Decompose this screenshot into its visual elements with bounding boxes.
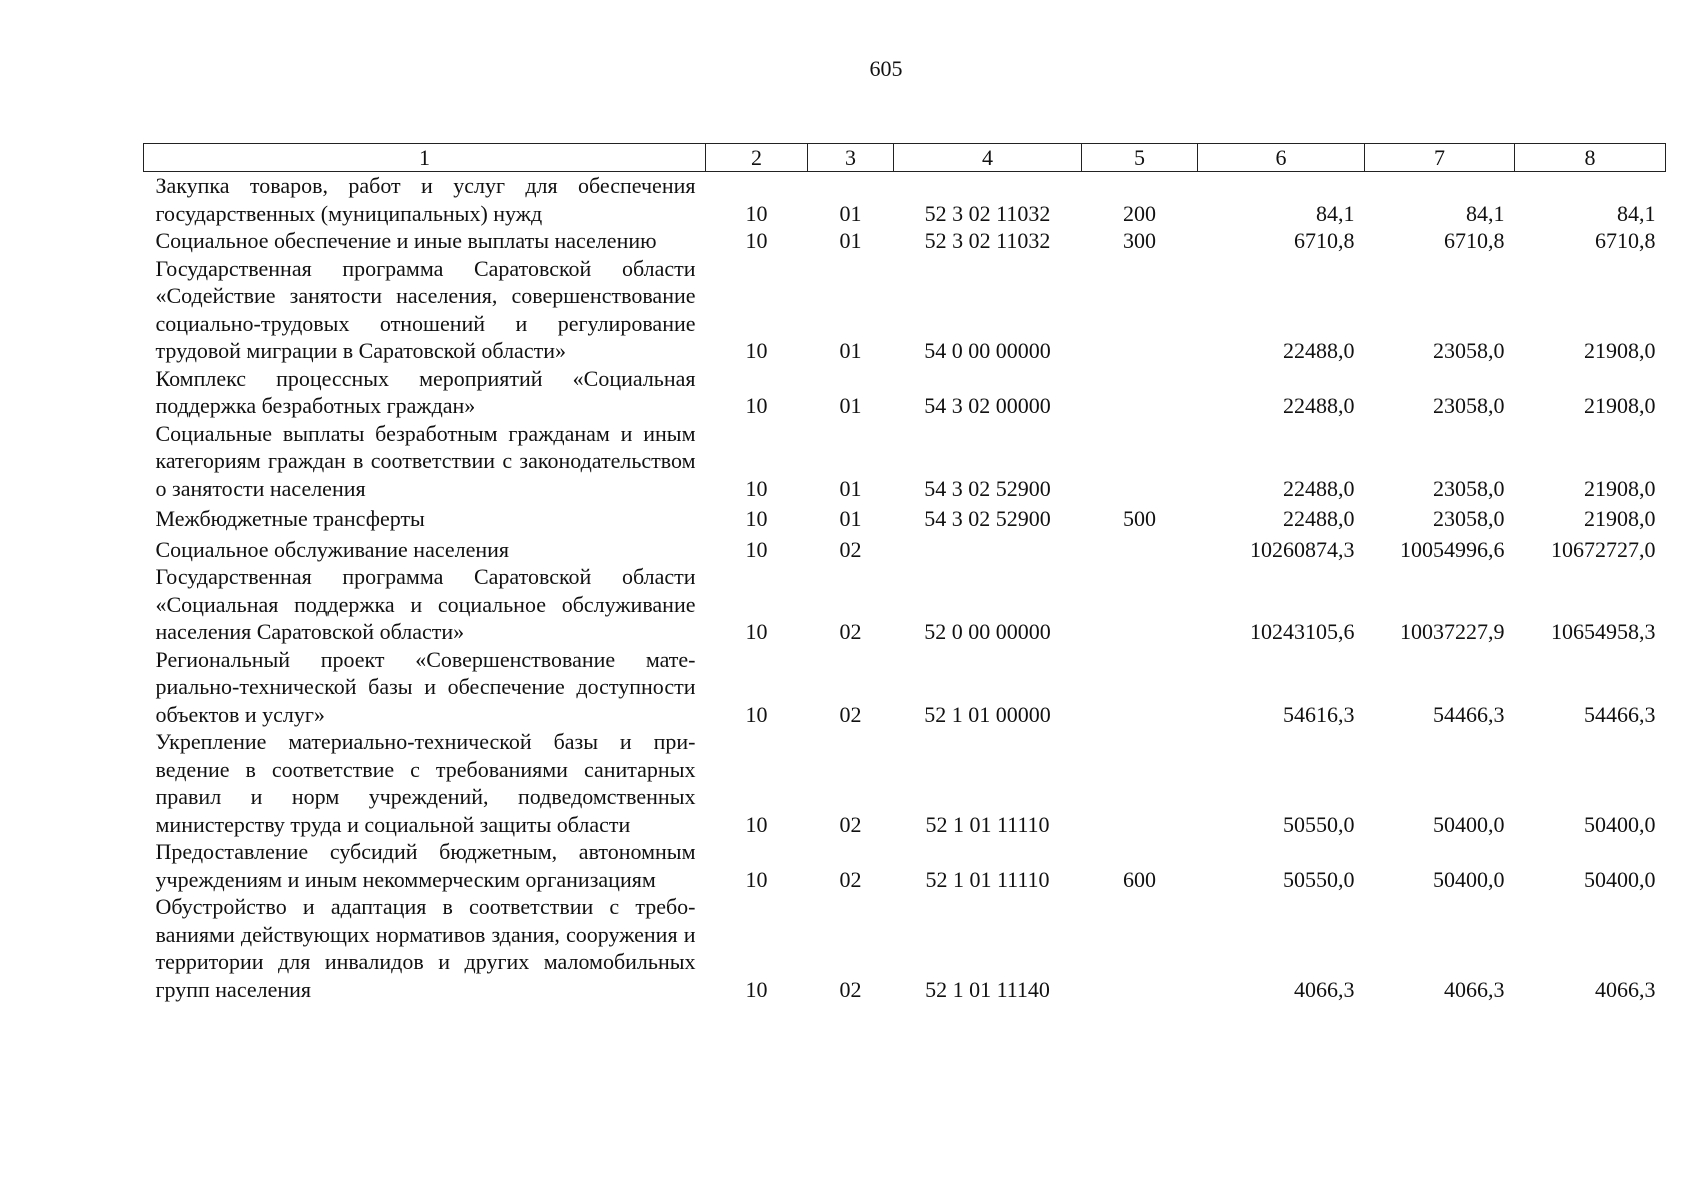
row-value-year1: 84,1 xyxy=(1316,200,1355,226)
row-value-year1: 22488,0 xyxy=(1283,393,1355,418)
budget-table xyxy=(143,143,1666,1003)
row-subsection: 01 xyxy=(839,228,862,253)
row-expense-type: 200 xyxy=(1123,200,1156,226)
row-value-year2: 4066,3 xyxy=(1444,976,1505,1002)
row-value-year2: 10054996,6 xyxy=(1400,536,1505,562)
row-section: 10 xyxy=(745,228,768,253)
row-value-year2: 50400,0 xyxy=(1433,811,1505,837)
row-value-year2: 23058,0 xyxy=(1433,506,1505,531)
row-value-year3: 10654958,3 xyxy=(1551,619,1656,644)
row-name: Обустройство и адаптация в соответствии с требованиями действующих нормативов здания, сооружения и территории для инвалидов и других маломобильных групп населения xyxy=(155,894,696,1002)
row-value-year1: 50550,0 xyxy=(1283,811,1355,837)
row-value-year2: 23058,0 xyxy=(1433,475,1505,501)
table-row xyxy=(144,172,1666,228)
table-row xyxy=(144,365,1666,420)
row-expense-type xyxy=(1082,533,1198,564)
row-value-year2: 23058,0 xyxy=(1433,393,1505,418)
row-name: Закупка товаров, работ и услуг для обеспечения государственных (муниципальных) нужд xyxy=(155,173,696,226)
table-header-row xyxy=(144,144,1666,172)
row-section: 10 xyxy=(745,393,768,418)
row-value-year3: 4066,3 xyxy=(1595,976,1656,1002)
row-subsection: 02 xyxy=(839,619,862,644)
row-section: 10 xyxy=(745,701,768,727)
row-expense-type xyxy=(1082,893,1198,1003)
row-value-year1: 22488,0 xyxy=(1283,338,1355,363)
row-section: 10 xyxy=(745,338,768,363)
column-header-2: 2 xyxy=(706,144,808,172)
row-name: Комплекс процессных мероприятий «Социальная поддержка безработных граждан» xyxy=(155,365,696,418)
row-subsection: 01 xyxy=(839,393,862,418)
row-name: Государственная программа Саратовской области «Содействие занятости населения, совершенствование социально-трудовых отношений и регулирование трудовой миграции в Саратовской области» xyxy=(155,255,696,363)
row-value-year2: 54466,3 xyxy=(1433,701,1505,727)
row-expense-type xyxy=(1082,563,1198,646)
row-value-year3: 84,1 xyxy=(1617,200,1656,226)
table-row xyxy=(144,420,1666,503)
row-section: 10 xyxy=(745,619,768,644)
row-value-year1: 6710,8 xyxy=(1294,228,1355,253)
row-subsection: 01 xyxy=(839,338,862,363)
row-subsection: 02 xyxy=(839,536,862,562)
row-value-year3: 50400,0 xyxy=(1584,811,1656,837)
row-subsection: 01 xyxy=(839,475,862,501)
column-header-4: 4 xyxy=(894,144,1082,172)
row-section: 10 xyxy=(745,811,768,837)
row-expense-type xyxy=(1082,365,1198,420)
row-name: Межбюджетные трансферты xyxy=(155,506,425,531)
row-value-year3: 6710,8 xyxy=(1595,228,1656,253)
row-subsection: 02 xyxy=(839,701,862,727)
row-target-code: 52 0 00 00000 xyxy=(924,619,1051,644)
row-value-year1: 4066,3 xyxy=(1294,976,1355,1002)
row-name: Региональный проект «Совершенствование материально-технической базы и обеспечение доступности объектов и услуг» xyxy=(155,646,696,727)
row-value-year3: 21908,0 xyxy=(1584,393,1656,418)
row-value-year1: 54616,3 xyxy=(1283,701,1355,727)
row-value-year3: 21908,0 xyxy=(1584,506,1656,531)
row-section: 10 xyxy=(745,200,768,226)
row-expense-type: 600 xyxy=(1123,866,1156,892)
row-target-code: 52 1 01 11140 xyxy=(925,976,1050,1002)
table-row xyxy=(144,838,1666,893)
row-target-code: 52 3 02 11032 xyxy=(924,228,1051,253)
row-value-year1: 22488,0 xyxy=(1283,506,1355,531)
row-target-code xyxy=(894,533,1082,564)
row-name: Укрепление материально-технической базы и приведение в соответствие с требованиями санитарных правил и норм учреждений, подведомственных министерству труда и социальной защиты области xyxy=(155,729,696,837)
row-expense-type xyxy=(1082,646,1198,729)
table-row xyxy=(144,646,1666,729)
row-value-year3: 21908,0 xyxy=(1584,338,1656,363)
row-name: Предоставление субсидий бюджетным, автономным учреждениям и иным некоммерческим организациям xyxy=(155,839,696,892)
column-header-5: 5 xyxy=(1082,144,1198,172)
row-target-code: 52 1 01 00000 xyxy=(924,701,1051,727)
row-subsection: 02 xyxy=(839,866,862,892)
row-expense-type xyxy=(1082,420,1198,503)
row-subsection: 02 xyxy=(839,811,862,837)
table-row xyxy=(144,227,1666,255)
column-header-3: 3 xyxy=(808,144,894,172)
row-section: 10 xyxy=(745,536,768,562)
row-name: Социальное обслуживание населения xyxy=(155,536,510,562)
row-name: Государственная программа Саратовской области «Социальная поддержка и социальное обслуживание населения Саратовской области» xyxy=(155,564,696,644)
table-row xyxy=(144,728,1666,838)
row-value-year3: 10672727,0 xyxy=(1551,536,1656,562)
page-number: 605 xyxy=(869,56,903,81)
row-value-year3: 54466,3 xyxy=(1584,701,1656,727)
row-value-year1: 10260874,3 xyxy=(1250,536,1355,562)
row-expense-type xyxy=(1082,255,1198,365)
row-value-year1: 22488,0 xyxy=(1283,475,1355,501)
row-section: 10 xyxy=(745,506,768,531)
row-target-code: 54 3 02 00000 xyxy=(924,393,1051,418)
table-row xyxy=(144,502,1666,533)
row-value-year2: 10037227,9 xyxy=(1400,619,1505,644)
column-header-6: 6 xyxy=(1198,144,1365,172)
row-section: 10 xyxy=(745,475,768,501)
row-value-year2: 23058,0 xyxy=(1433,338,1505,363)
row-section: 10 xyxy=(745,976,768,1002)
row-value-year3: 21908,0 xyxy=(1584,475,1656,501)
row-expense-type: 500 xyxy=(1123,506,1156,531)
row-target-code: 54 0 00 00000 xyxy=(924,338,1051,363)
row-target-code: 54 3 02 52900 xyxy=(924,506,1051,531)
row-value-year2: 6710,8 xyxy=(1444,228,1505,253)
row-name: Социальные выплаты безработным гражданам и иным категориям граждан в соответствии с законодательством о занятости населения xyxy=(155,420,696,501)
row-target-code: 52 1 01 11110 xyxy=(925,811,1050,837)
row-name: Социальное обеспечение и иные выплаты населению xyxy=(155,228,657,253)
column-header-8: 8 xyxy=(1515,144,1666,172)
table-row xyxy=(144,563,1666,646)
row-target-code: 54 3 02 52900 xyxy=(924,475,1051,501)
row-subsection: 01 xyxy=(839,200,862,226)
row-target-code: 52 3 02 11032 xyxy=(924,200,1051,226)
row-section: 10 xyxy=(745,866,768,892)
row-subsection: 02 xyxy=(839,976,862,1002)
row-value-year1: 50550,0 xyxy=(1283,866,1355,892)
row-subsection: 01 xyxy=(839,506,862,531)
column-header-1: 1 xyxy=(144,144,706,172)
row-expense-type: 300 xyxy=(1123,228,1156,253)
row-value-year1: 10243105,6 xyxy=(1250,619,1355,644)
row-value-year2: 84,1 xyxy=(1466,200,1505,226)
row-expense-type xyxy=(1082,728,1198,838)
column-header-7: 7 xyxy=(1365,144,1515,172)
table-row xyxy=(144,893,1666,1003)
row-target-code: 52 1 01 11110 xyxy=(925,866,1050,892)
row-value-year3: 50400,0 xyxy=(1584,866,1656,892)
table-row xyxy=(144,255,1666,365)
table-row xyxy=(144,533,1666,564)
row-value-year2: 50400,0 xyxy=(1433,866,1505,892)
